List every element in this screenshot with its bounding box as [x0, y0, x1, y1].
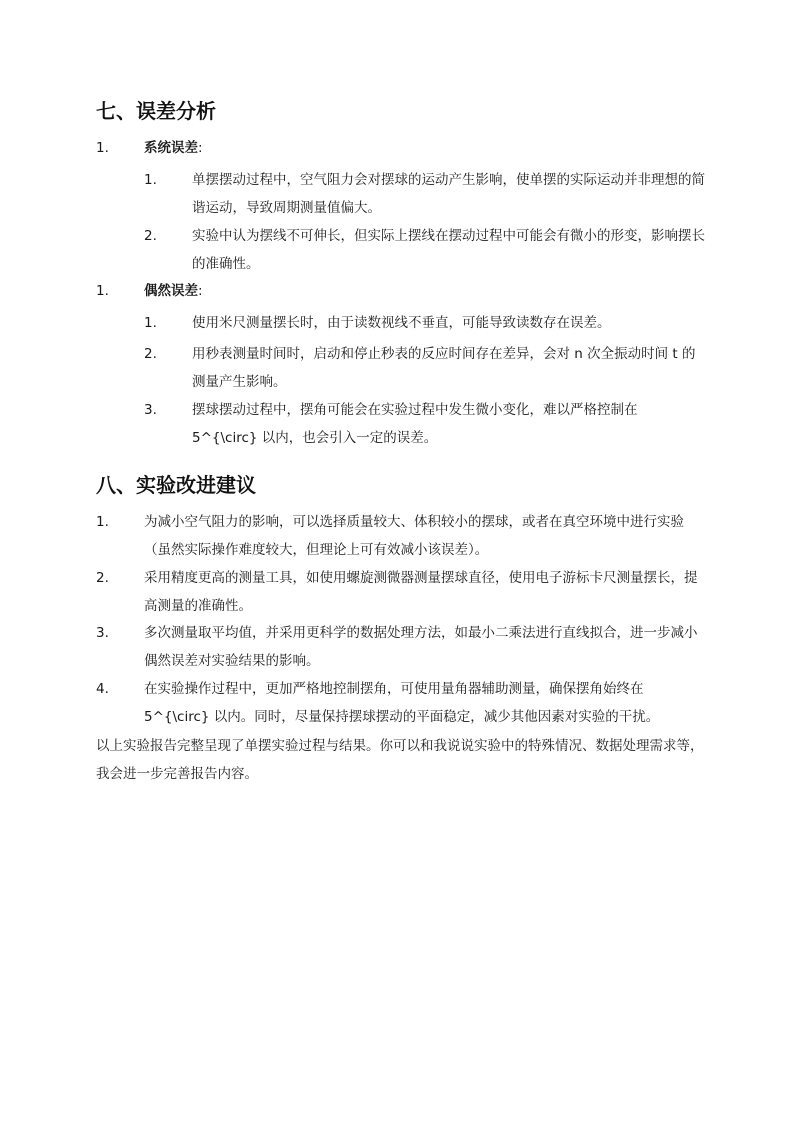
list-number: 1.: [144, 172, 157, 188]
random-error-item: [96, 277, 706, 305]
list-number: 3.: [144, 402, 157, 418]
label-colon: :: [198, 283, 203, 299]
list-item-text: 为减小空气阻力的影响，可以选择质量较大、体积较小的摆球，或者在真空环境中进行实验（虽然实际操作难度较大，但理论上可有效减小该误差）。: [144, 514, 684, 558]
list-number: 2.: [144, 346, 157, 362]
systematic-error-item: [96, 134, 706, 162]
list-item-text: 使用米尺测量摆长时，由于读数视线不垂直，可能导致读数存在误差。: [192, 315, 611, 331]
list-item: [96, 508, 706, 564]
systematic-error-label: 系统误差: [144, 140, 198, 156]
label-colon: :: [198, 140, 203, 156]
list-number: 4.: [96, 681, 109, 697]
list-number: 2.: [96, 570, 109, 586]
list-number: 1.: [96, 514, 109, 530]
list-number: 2.: [144, 228, 157, 244]
list-number: 3.: [96, 625, 109, 641]
list-item: [144, 222, 706, 278]
list-item: [96, 564, 706, 620]
closing-paragraph: 以上实验报告完整呈现了单摆实验过程与结果。你可以和我说说实验中的特殊情况、数据处理需求等，我会进一步完善报告内容。: [96, 738, 704, 782]
list-item: [96, 675, 706, 731]
list-item: [144, 396, 706, 452]
list-number: 1.: [96, 140, 109, 156]
list-item-text: 采用精度更高的测量工具，如使用螺旋测微器测量摆球直径，使用电子游标卡尺测量摆长，提高测量的准确性。: [144, 570, 698, 614]
list-item-text: 用秒表测量时间时，启动和停止秒表的反应时间存在差异，会对 n 次全振动时间 t 的测量产生影响。: [192, 346, 696, 390]
list-item: [96, 619, 706, 675]
list-item-text: 在实验操作过程中，更加严格地控制摆角，可使用量角器辅助测量，确保摆角始终在 5^{\circ} 以内。同时，尽量保持摆球摆动的平面稳定，减少其他因素对实验的干扰。: [144, 681, 660, 725]
list-item-text: 单摆摆动过程中，空气阻力会对摆球的运动产生影响，使单摆的实际运动并非理想的简谐运动，导致周期测量值偏大。: [192, 172, 705, 216]
list-number: 1.: [144, 315, 157, 331]
list-number: 1.: [96, 283, 109, 299]
section-7-title: 七、误差分析: [96, 99, 216, 123]
list-item-text: 摆球摆动过程中，摆角可能会在实验过程中发生微小变化，难以严格控制在 5^{\circ} 以内，也会引入一定的误差。: [192, 402, 638, 446]
list-item: [144, 340, 706, 396]
random-error-label: 偶然误差: [144, 283, 198, 299]
list-item-text: 实验中认为摆线不可伸长，但实际上摆线在摆动过程中可能会有微小的形变，影响摆长的准确性。: [192, 228, 705, 272]
list-item: [144, 309, 706, 337]
list-item: [144, 166, 706, 222]
section-8-title: 八、实验改进建议: [96, 473, 256, 497]
list-item-text: 多次测量取平均值，并采用更科学的数据处理方法，如最小二乘法进行直线拟合，进一步减小偶然误差对实验结果的影响。: [144, 625, 698, 669]
